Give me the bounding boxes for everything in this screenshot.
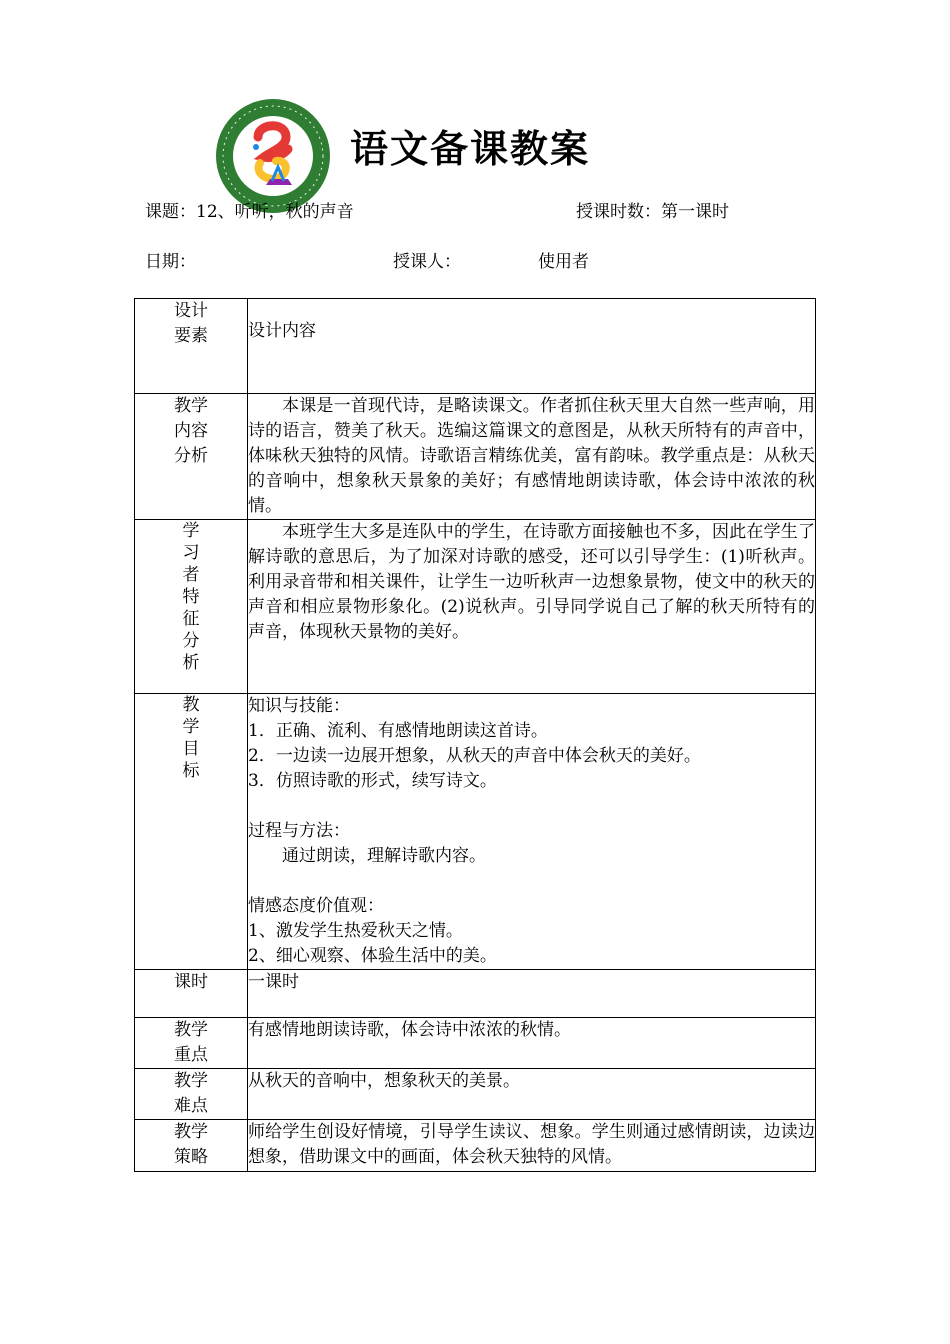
key-points-row bbox=[135, 1018, 816, 1069]
content-analysis-label bbox=[135, 394, 248, 520]
table-header-row bbox=[135, 299, 816, 394]
design-element-header bbox=[135, 299, 248, 394]
objectives-label bbox=[135, 694, 248, 970]
label-line: 要素 bbox=[174, 326, 208, 346]
hours-line bbox=[576, 201, 729, 223]
label-line: 内容 bbox=[174, 421, 208, 441]
learner-analysis-text: 本班学生大多是连队中的学生，在诗歌方面接触也不多，因此在学生了解诗歌的意思后，为了加深对诗歌的感受，还可以引导学生：(1)听秋声。利用录音带和相关课件，让学生一边听秋声一边想象景物，使文中的秋天的声音和相应景物形象化。(2)说秋声。引导同学说自己了解的秋天所特有的声音，体现秋天景物的美好。 bbox=[248, 520, 816, 694]
label-line: 设计 bbox=[174, 301, 208, 321]
page-title: 语文备课教案 bbox=[350, 126, 591, 171]
emotion-title: 情感态度价值观： bbox=[248, 896, 384, 916]
label-line: 策略 bbox=[174, 1147, 208, 1167]
teacher-value: 使用者 bbox=[538, 252, 589, 272]
label-line: 教学 bbox=[174, 1122, 208, 1142]
teacher-label: 授课人： bbox=[393, 252, 461, 272]
strategy-row bbox=[135, 1120, 816, 1172]
school-emblem-icon bbox=[214, 97, 332, 215]
label-line: 教学 bbox=[174, 1071, 208, 1091]
objectives-row bbox=[135, 694, 816, 970]
hours-value: 第一课时 bbox=[661, 202, 729, 222]
learner-analysis-label bbox=[135, 520, 248, 694]
topic-value: 12、听听，秋的声音 bbox=[196, 202, 354, 222]
knowledge-item: 1．正确、流利、有感情地朗读这首诗。 bbox=[248, 721, 548, 741]
emotion-item: 1、激发学生热爱秋天之情。 bbox=[248, 921, 463, 941]
period-value: 一课时 bbox=[248, 970, 816, 1018]
label-line: 重点 bbox=[174, 1045, 208, 1065]
topic-label: 课题： bbox=[145, 202, 196, 222]
objectives-content bbox=[248, 694, 816, 970]
label-line: 教学 bbox=[174, 396, 208, 416]
date-line bbox=[145, 251, 196, 273]
knowledge-title: 知识与技能： bbox=[248, 696, 350, 716]
content-analysis-text: 本课是一首现代诗，是略读课文。作者抓住秋天里大自然一些声响，用诗的语言，赞美了秋天。选编这篇课文的意图是，从秋天所特有的声音中，体味秋天独特的风情。诗歌语言精练优美，富有韵味。教学重点是：从秋天的音响中，想象秋天景象的美好；有感情地朗读诗歌，体会诗中浓浓的秋情。 bbox=[248, 394, 816, 520]
strategy-text: 师给学生创设好情境，引导学生读议、想象。学生则通过感情朗读，边读边想象，借助课文中的画面，体会秋天独特的风情。 bbox=[248, 1120, 816, 1172]
strategy-label bbox=[135, 1120, 248, 1172]
key-points-label bbox=[135, 1018, 248, 1069]
hours-label: 授课时数： bbox=[576, 202, 661, 222]
difficulties-label bbox=[135, 1069, 248, 1120]
label-line: 教学 bbox=[174, 1020, 208, 1040]
knowledge-item: 2．一边读一边展开想象，从秋天的声音中体会秋天的美好。 bbox=[248, 746, 701, 766]
period-label: 课时 bbox=[135, 970, 248, 1018]
difficulties-row bbox=[135, 1069, 816, 1120]
emotion-item: 2、细心观察、体验生活中的美。 bbox=[248, 946, 497, 966]
objectives-label-text: 教学目标 bbox=[182, 695, 200, 781]
design-content-header: 设计内容 bbox=[248, 299, 816, 394]
learner-analysis-label-text: 学习者特征分析 bbox=[182, 521, 200, 673]
date-label: 日期： bbox=[145, 252, 196, 272]
knowledge-item: 3．仿照诗歌的形式，续写诗文。 bbox=[248, 771, 497, 791]
label-line: 难点 bbox=[174, 1096, 208, 1116]
difficulties-text: 从秋天的音响中，想象秋天的美景。 bbox=[248, 1069, 816, 1120]
topic-line bbox=[145, 201, 354, 223]
content-analysis-row bbox=[135, 394, 816, 520]
key-points-text: 有感情地朗读诗歌，体会诗中浓浓的秋情。 bbox=[248, 1018, 816, 1069]
process-text: 通过朗读，理解诗歌内容。 bbox=[282, 846, 486, 866]
period-row bbox=[135, 970, 816, 1018]
learner-analysis-row bbox=[135, 520, 816, 694]
process-title: 过程与方法： bbox=[248, 821, 350, 841]
school-logo bbox=[214, 97, 332, 215]
lesson-plan-table bbox=[134, 298, 816, 1172]
label-line: 分析 bbox=[174, 446, 208, 466]
